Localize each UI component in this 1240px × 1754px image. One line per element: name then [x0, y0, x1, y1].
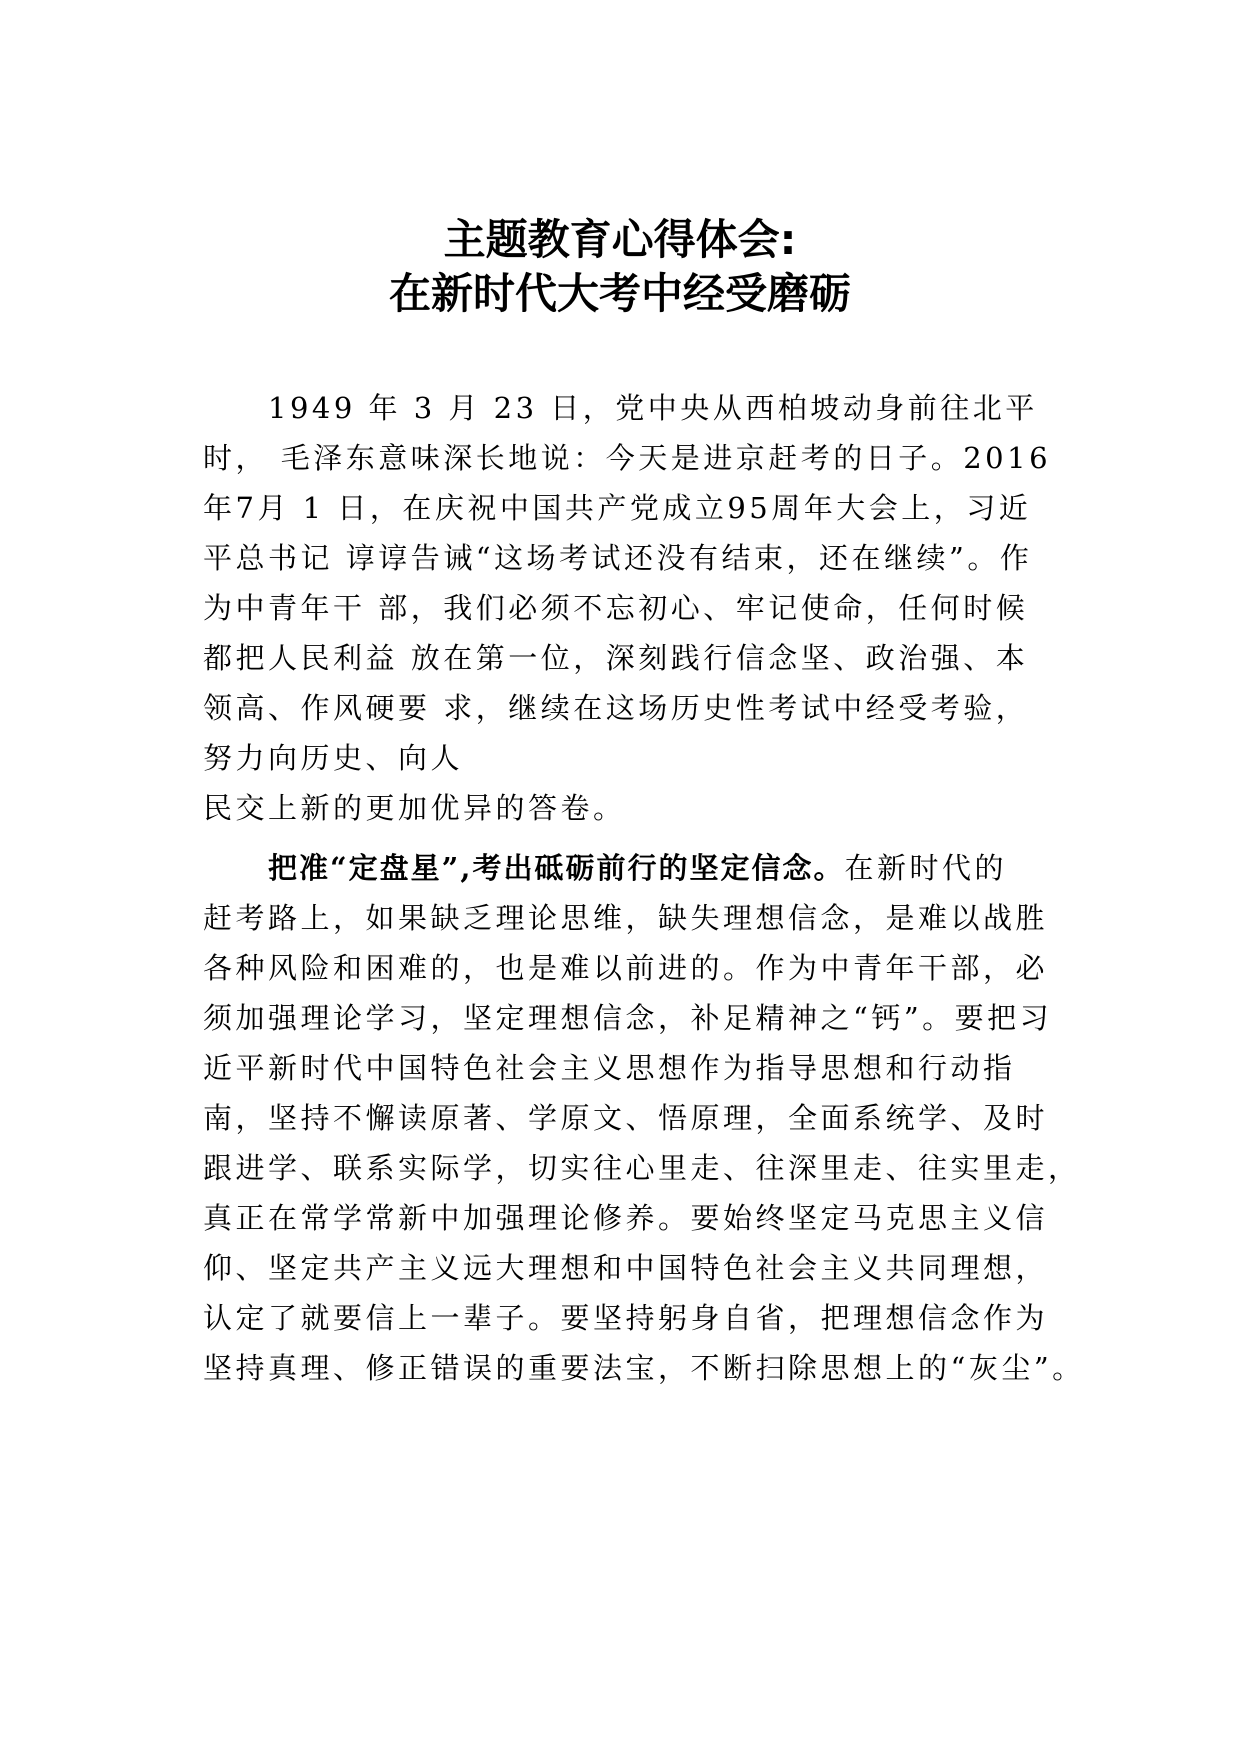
paragraph-line: 南，坚持不懈读原著、学原文、悟原理，全面系统学、及时 — [203, 1101, 1049, 1135]
paragraph-heading: 把准“定盘星”,考出砥砺前行的坚定信念。 — [268, 851, 845, 885]
paragraph-line: 赶考路上，如果缺乏理论思维，缺失理想信念，是难以战胜 — [203, 901, 1049, 935]
paragraph-line: 努力向历史、向人 — [203, 741, 464, 775]
document-title-line2: 在新时代大考中经受磨砺 — [388, 269, 851, 318]
document-title-line1: 主题教育心得体会: — [443, 215, 797, 264]
paragraph-line: 认定了就要信上一辈子。要坚持躬身自省，把理想信念作为 — [203, 1301, 1049, 1335]
paragraph-line: 领高、作风硬要 求，继续在这场历史性考试中经受考验， — [203, 691, 1029, 725]
paragraph-line: 年7月 1 日，在庆祝中国共产党成立95周年大会上，习近 — [203, 491, 1032, 525]
paragraph-line: 近平新时代中国特色社会主义思想作为指导思想和行动指 — [203, 1051, 1016, 1085]
paragraph-heading-line — [268, 848, 1128, 888]
paragraph-line: 跟进学、联系实际学，切实往心里走、往深里走、往实里走， — [203, 1151, 1081, 1185]
paragraph-line: 各种风险和困难的，也是难以前进的。作为中青年干部，必 — [203, 951, 1049, 985]
paragraph-line: 为中青年干 部，我们必须不忘初心、牢记使命，任何时候 — [203, 591, 1029, 625]
paragraph-line: 须加强理论学习，坚定理想信念，补足精神之“钙”。要把习 — [203, 1001, 1053, 1035]
paragraph-line: 时， 毛泽东意味深长地说：今天是进京赶考的日子。2016 — [203, 441, 1052, 475]
paragraph-line: 仰、坚定共产主义远大理想和中国特色社会主义共同理想， — [203, 1251, 1049, 1285]
paragraph-line: 平总书记 谆谆告诫“这场考试还没有结束，还在继续”。作 — [203, 541, 1033, 575]
paragraph-line: 民交上新的更加优异的答卷。 — [203, 791, 626, 825]
paragraph-line: 坚持真理、修正错误的重要法宝，不断扫除思想上的“灰尘”。 — [203, 1351, 1085, 1385]
paragraph-text: 在新时代的 — [844, 851, 1007, 885]
paragraph-line: 真正在常学常新中加强理论修养。要始终坚定马克思主义信 — [203, 1201, 1049, 1235]
paragraph-line: 都把人民利益 放在第一位，深刻践行信念坚、政治强、本 — [203, 641, 1029, 675]
paragraph-line: 1949 年 3 月 23 日，党中央从西柏坡动身前往北平 — [268, 391, 1038, 425]
